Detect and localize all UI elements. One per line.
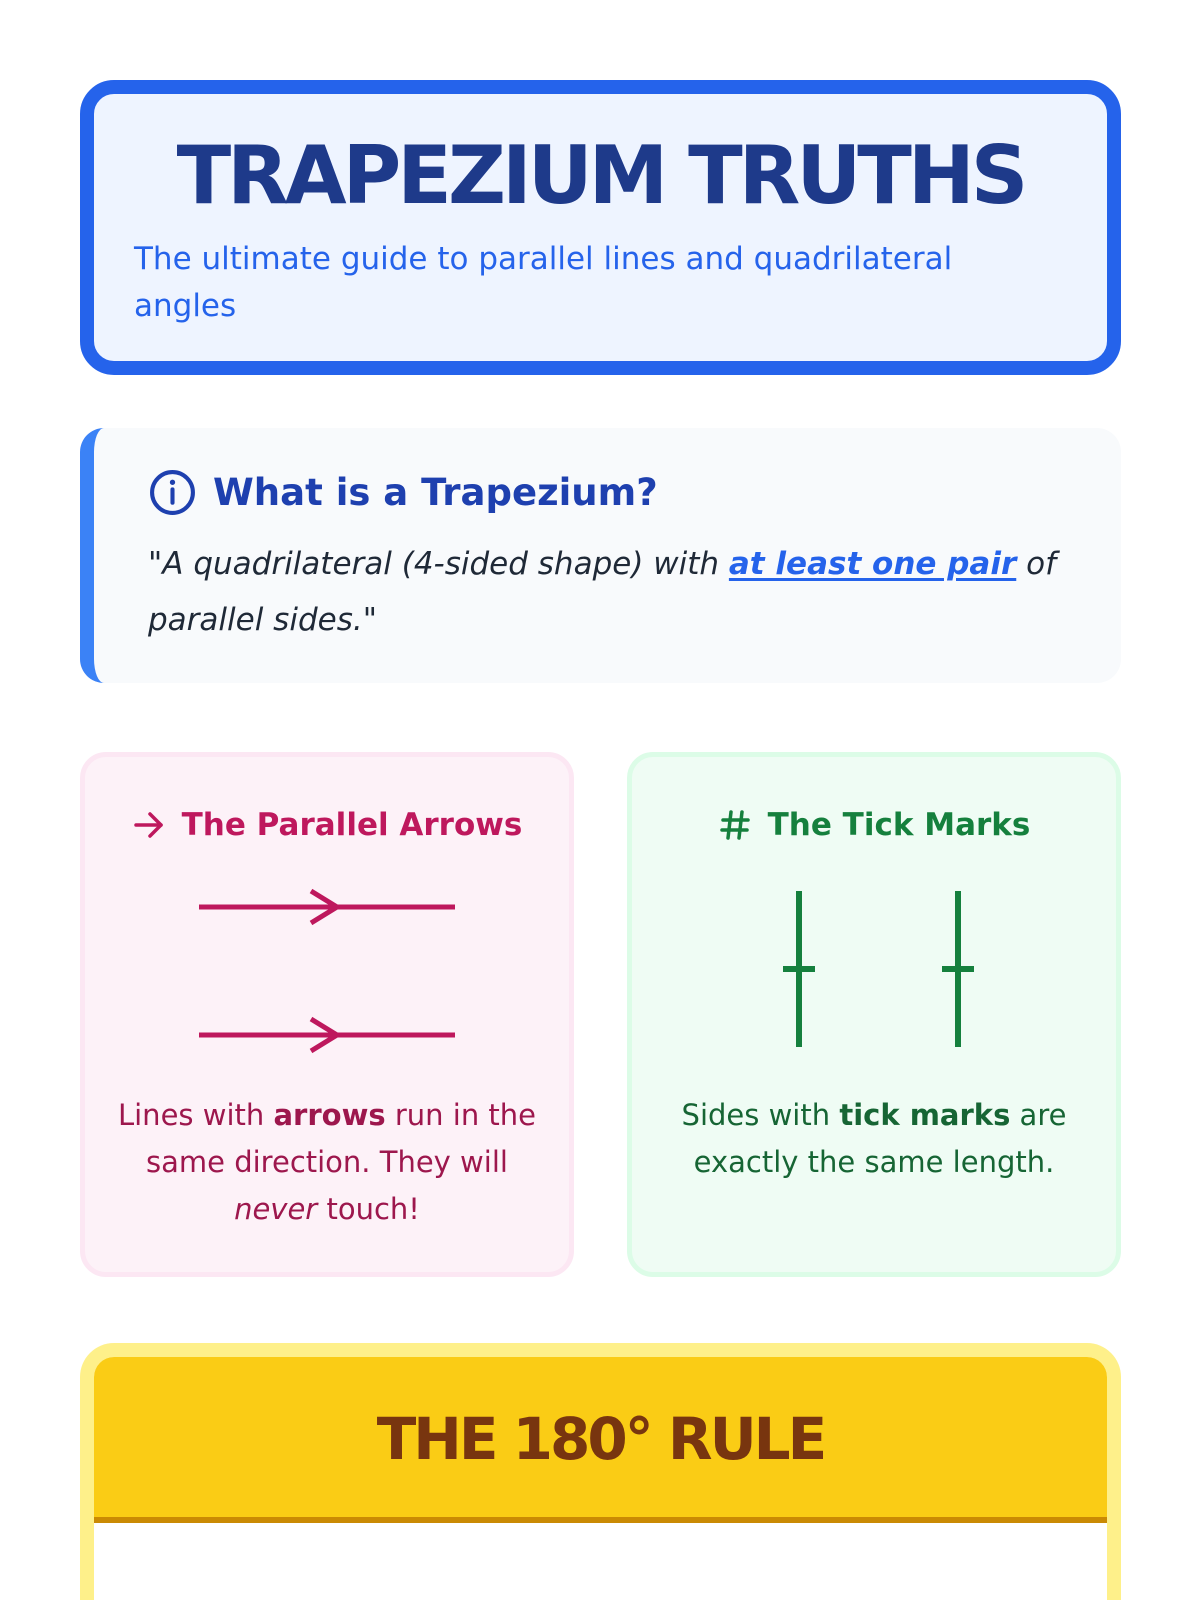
text-italic: never [234, 1192, 318, 1226]
title-card [80, 80, 1121, 375]
definition-card [80, 428, 1121, 683]
definition-quote [148, 536, 1088, 648]
parallel-lines-illustration [85, 877, 579, 1057]
text-part: Lines with [117, 1098, 274, 1132]
page-subtitle: The ultimate guide to parallel lines and quadrilateral angles [134, 241, 953, 324]
quote-end: of parallel sides." [148, 546, 1056, 638]
parallel-arrows-card [80, 752, 574, 1277]
definition-heading-row [148, 468, 658, 517]
text-part: are exactly the same length. [693, 1098, 1067, 1179]
arrow-right-icon [132, 808, 166, 842]
text-part: run in the same direction. They will [146, 1098, 537, 1179]
text-part: touch! [317, 1192, 420, 1226]
quote-highlight: at least one pair [728, 546, 1017, 582]
hash-icon [718, 808, 752, 842]
page-title: TRAPEZIUM TRUTHS [176, 129, 1025, 222]
text-bold: tick marks [839, 1098, 1011, 1132]
angle-rule-title: THE 180° RULE [376, 1405, 825, 1473]
quote-start: "A quadrilateral (4-sided shape) with [148, 546, 729, 582]
tick-marks-title: The Tick Marks [767, 807, 1031, 843]
definition-heading: What is a Trapezium? [213, 471, 658, 514]
angle-rule-header [94, 1357, 1107, 1523]
text-bold: arrows [273, 1098, 386, 1132]
parallel-arrows-title-row [85, 807, 569, 843]
info-icon [148, 468, 197, 517]
angle-rule-card [80, 1343, 1121, 1600]
parallel-arrows-title: The Parallel Arrows [181, 807, 523, 843]
tick-marks-illustration [632, 877, 1126, 1057]
text-part: Sides with [681, 1098, 840, 1132]
tick-marks-card [627, 752, 1121, 1277]
parallel-arrows-description [115, 1092, 539, 1233]
tick-marks-description [662, 1092, 1086, 1186]
tick-marks-title-row [632, 807, 1116, 843]
